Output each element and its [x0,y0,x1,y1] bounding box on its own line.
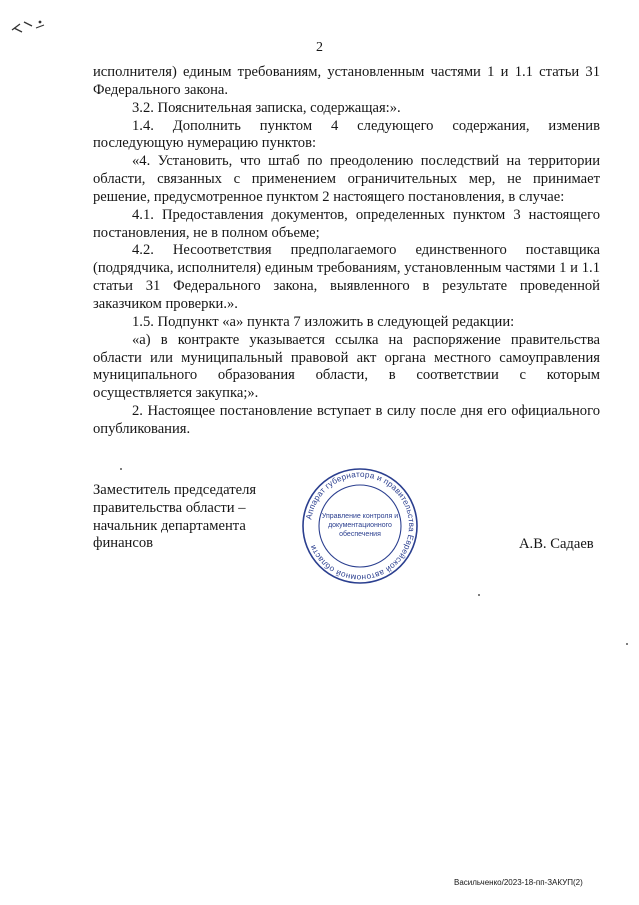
signatory-position-line: начальник департамента [93,517,246,534]
paragraph: 1.4. Дополнить пунктом 4 следующего содержания, изменив последующую нумерацию пунктов: [93,117,600,152]
signatory-position-line: финансов [93,535,154,552]
paragraph: 4.1. Предоставления документов, определенных пунктом 3 настоящего постановления, не в полном объеме; [93,206,600,241]
seal-inner-line: документационного [328,522,392,529]
paragraph: 4.2. Несоответствия предполагаемого единственного поставщика (подрядчика, исполнителя) единым требованиям, установленным частями 1 и 1.1 статьи 31 Федерального закона, выявленного в результате проведенной заказчиком проверки.». [93,242,600,312]
seal-outer-text: Аппарат губернатора и правительства Еврейской автономной области [304,469,417,583]
seal-inner-line: обеспечения [339,531,381,538]
scan-speck [120,468,122,470]
paragraph: исполнителя) единым требованиям, установленным частями 1 и 1.1 статьи 31 Федерального закона. [93,64,600,98]
signatory-name: А.В. Садаев [519,536,594,552]
signatory-position-line: Заместитель председателя [93,482,257,498]
document-body [93,64,600,439]
document-reference: Васильченко/2023-18-пп-ЗАКУП(2) [454,878,583,887]
official-seal-stamp [300,466,420,586]
seal-inner-line: Управление контроля и [321,513,399,520]
scan-artifact-mark [10,14,50,36]
paragraph: 3.2. Пояснительная записка, содержащая:». [132,99,401,116]
page-number: 2 [316,40,323,55]
signatory-position-line: правительства области – [93,499,246,516]
scan-speck [626,643,628,645]
paragraph: 1.5. Подпункт «а» пункта 7 изложить в следующей редакции: [132,313,515,330]
signatory-position [93,482,293,553]
paragraph: «а) в контракте указывается ссылка на распоряжение правительства области или муниципальный правовой акт органа местного самоуправления муниципального образования области, в соответствии с которым осуществляется закупка;». [93,331,600,402]
paragraph: «4. Установить, что штаб по преодолению последствий на территории области, связанных с применением ограничительных мер, не принимает решение, предусмотренное пунктом 2 настоящего постановления, в случае: [93,153,600,205]
scan-speck [478,594,480,596]
paragraph: 2. Настоящее постановление вступает в силу после дня его официального опубликования. [93,403,600,437]
